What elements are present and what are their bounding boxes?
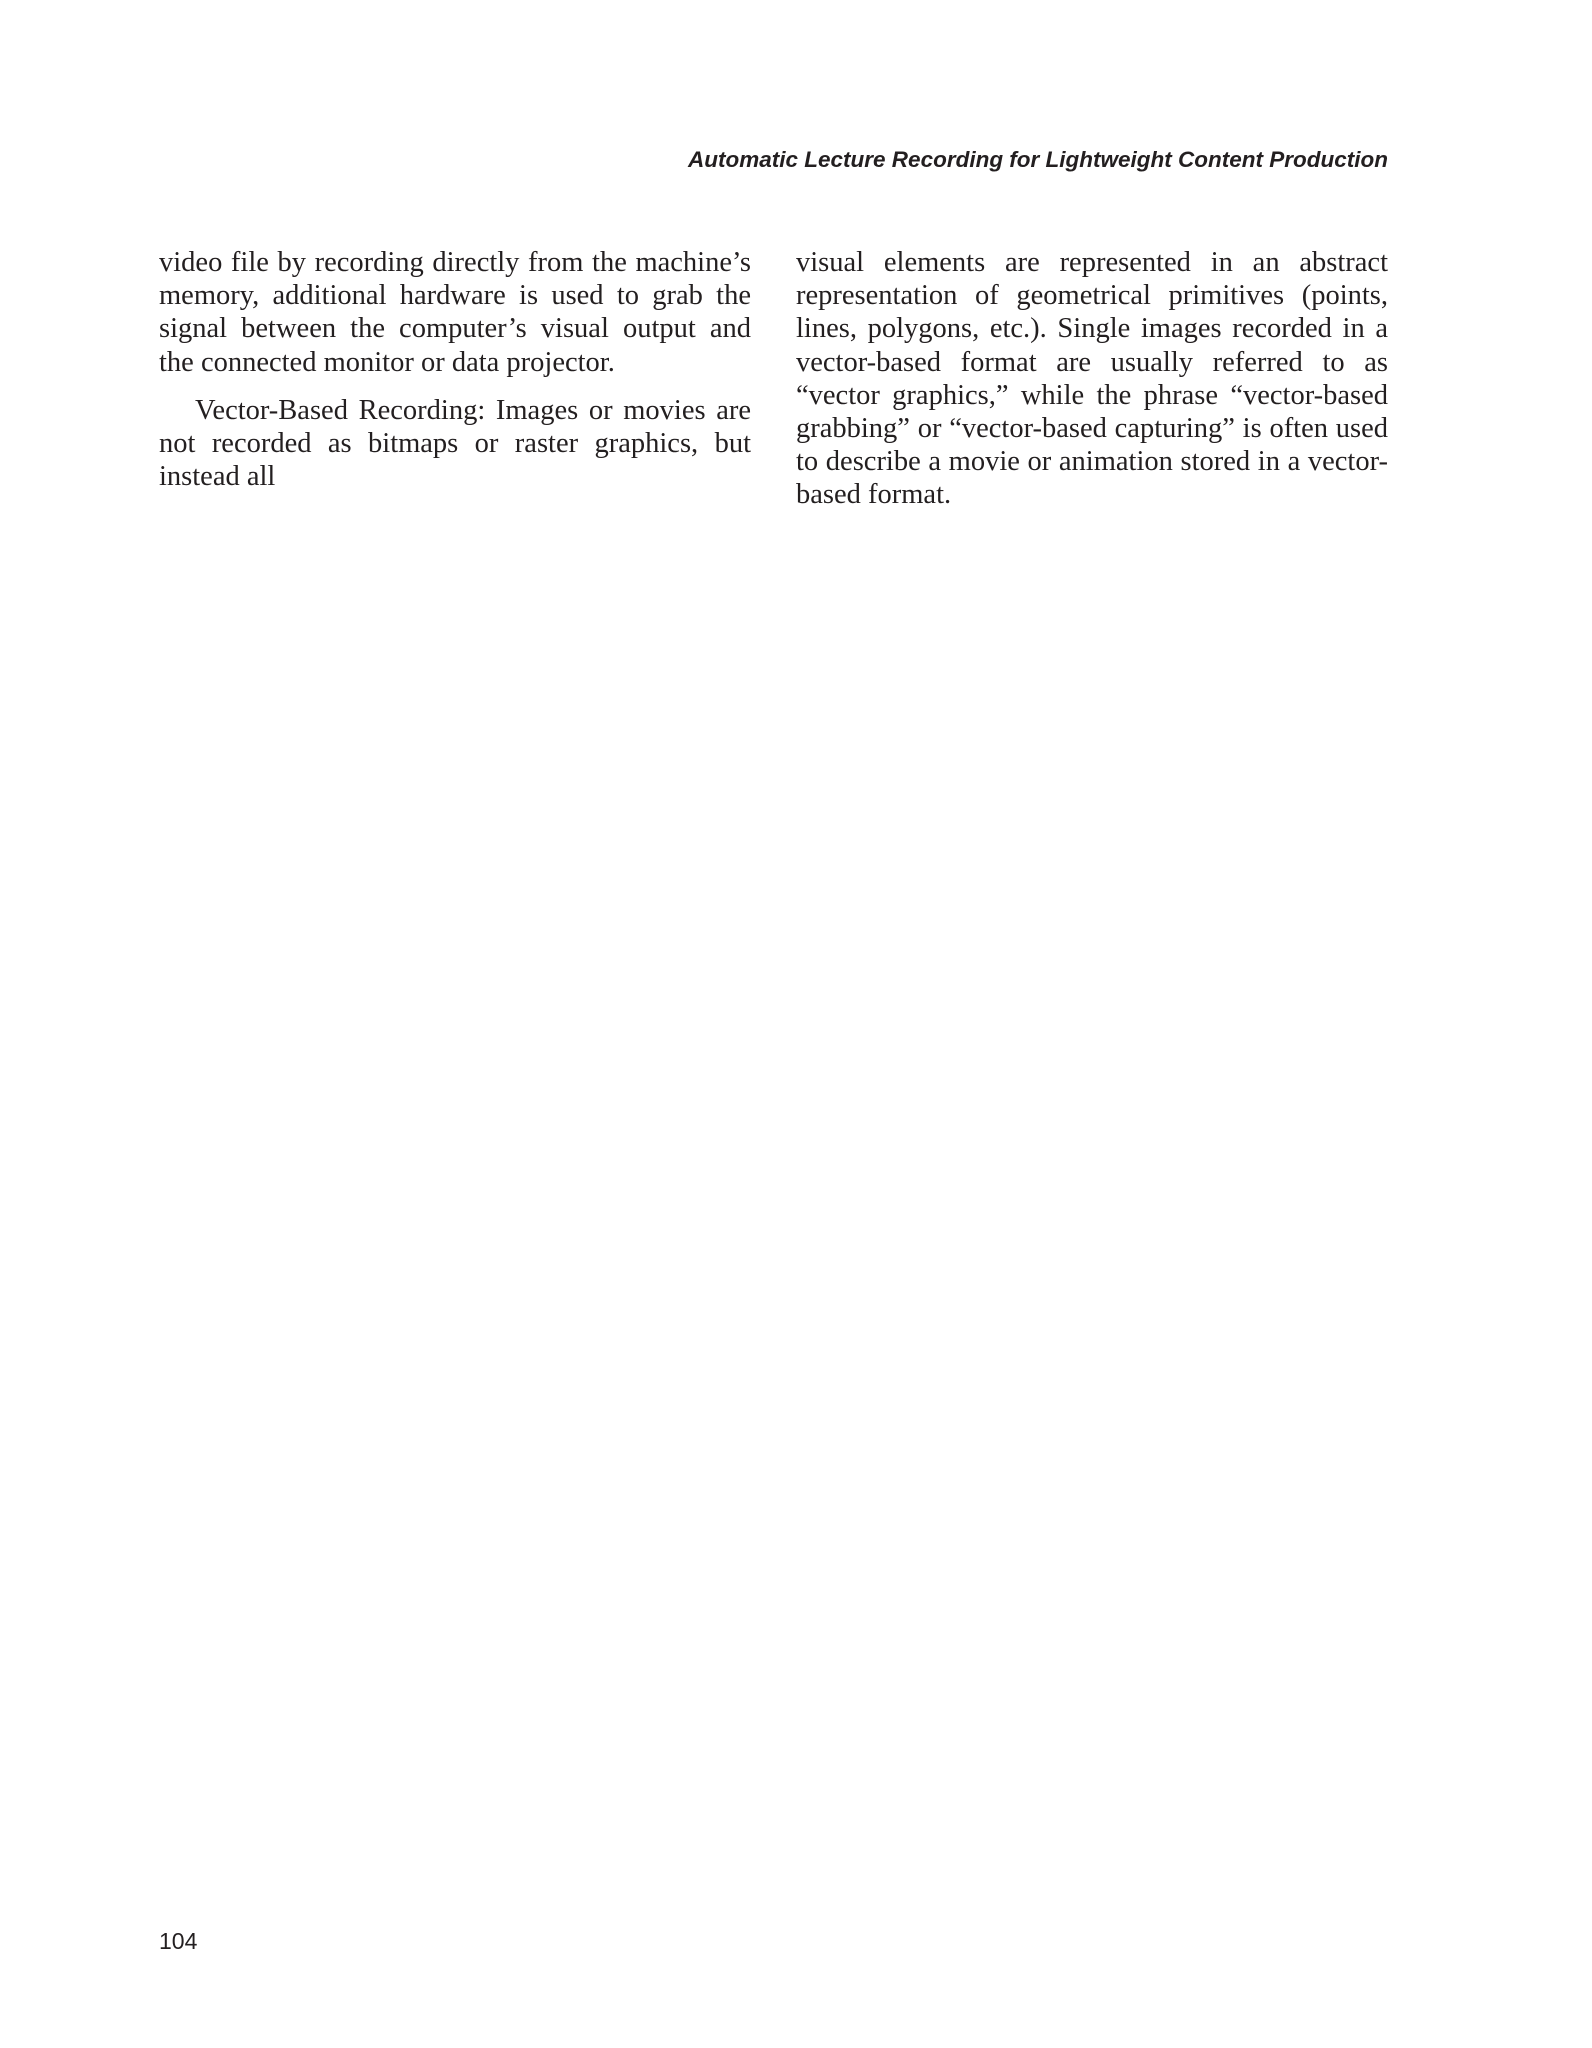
running-head: Automatic Lecture Recording for Lightweight Content Production	[688, 147, 1388, 172]
right-paragraph-1: visual elements are represented in an abstract representation of geometrical primitives (points, lines, polygons, etc.). Single images recorded in a vector-based format are usually referred to as “vector graphics,” while the phrase “vector-based grabbing” or “vector-based capturing” is often used to describe a movie or animation stored in a vector-based format.	[796, 247, 1388, 511]
left-paragraph-1: video file by recording directly from the machine’s memory, additional hardware is used to grab the signal between the computer’s visual output and the connected monitor or data projector.	[159, 247, 751, 378]
right-column	[796, 246, 1388, 512]
left-column	[159, 246, 751, 493]
left-paragraph-2: Vector-Based Recording: Images or movies are not recorded as bitmaps or raster graphics, but instead all	[159, 394, 751, 493]
page-number: 104	[159, 1928, 198, 1954]
